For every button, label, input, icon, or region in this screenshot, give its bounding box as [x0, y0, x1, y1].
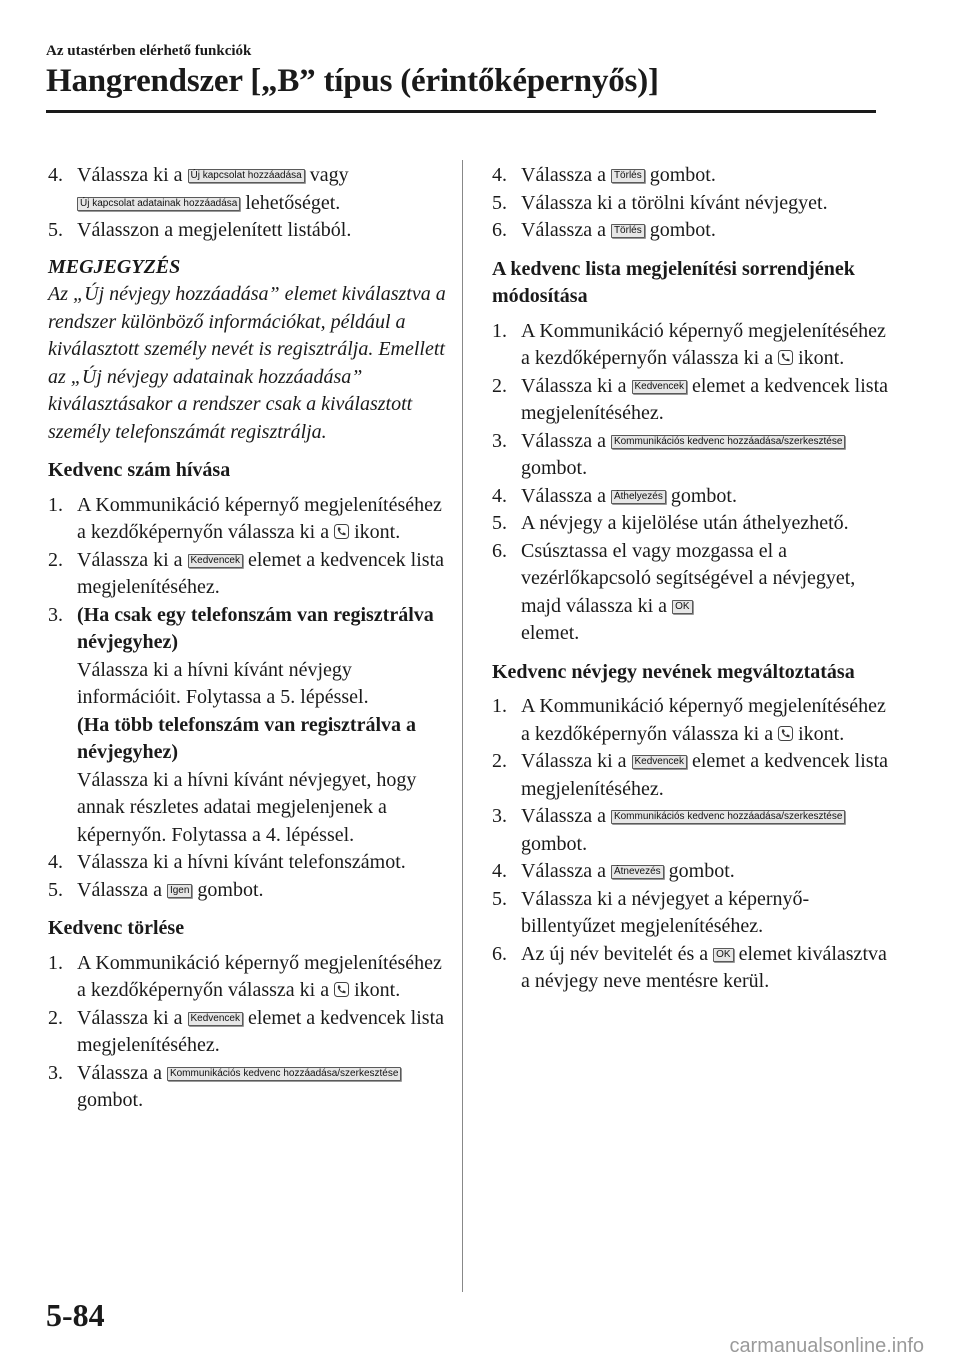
- step-number: 6.: [492, 539, 507, 562]
- step: [492, 162, 892, 190]
- step-text: Válassza a: [521, 429, 606, 452]
- step: [492, 483, 892, 511]
- step-number: 1.: [48, 951, 63, 974]
- step: [492, 510, 892, 538]
- column-divider: [462, 160, 463, 1292]
- step-text: gombot.: [670, 484, 737, 507]
- step-text: Válassza ki a: [77, 1006, 183, 1029]
- step: [492, 318, 892, 373]
- step-number: 1.: [48, 493, 63, 516]
- step-number: 3.: [48, 1061, 63, 1084]
- step-number: 5.: [492, 887, 507, 910]
- step-number: 2.: [492, 374, 507, 397]
- step-text: elemet a kedvencek lista megjelenítéséhez.: [521, 750, 889, 800]
- step: [48, 217, 448, 245]
- step: [48, 950, 448, 1005]
- step-text: gombot.: [521, 457, 588, 479]
- yes-button: Igen: [167, 884, 192, 898]
- step-text: A névjegy a kijelölése után áthelyezhető.: [521, 512, 849, 534]
- comm-fav-edit-button: Kommunikációs kedvenc hozzáadása/szerkesztése: [167, 1067, 401, 1081]
- step-text: ikont.: [798, 722, 845, 745]
- heading-order-change: A kedvenc lista megjelenítési sorrendjének módosítása: [492, 257, 855, 307]
- step: [492, 538, 892, 648]
- ok-button: OK: [713, 948, 733, 962]
- new-contact-data-button: Új kapcsolat adatainak hozzáadása: [77, 197, 240, 211]
- rename-button: Átnevezés: [611, 865, 664, 879]
- step-number: 5.: [48, 878, 63, 901]
- step-text: Válassza ki a névjegyet a képernyő-billentyűzet megjelenítéséhez.: [521, 887, 810, 937]
- step-text: Válassza ki a: [521, 750, 627, 772]
- step: [492, 748, 892, 803]
- step-text: Válassza ki a törölni kívánt névjegyet.: [521, 191, 828, 214]
- step-text: gombot.: [668, 860, 735, 882]
- step-number: 5.: [492, 512, 507, 534]
- note-text: Az „Új névjegy hozzáadása” elemet kiválasztva a rendszer különböző információkat, például a kiválasztott személy nevét is regisztrálja. Emellett az „Új névjegy adatainak hozzáadása” kiválasztásakor a rendszer csak a kiválasztott személy telefonszámát regisztrálja.: [48, 283, 446, 443]
- delete-button: Törlés: [611, 169, 645, 183]
- step: [48, 162, 448, 217]
- ok-button: OK: [672, 600, 692, 614]
- step-text: ikont.: [354, 979, 401, 1001]
- heading-favourite-delete: Kedvenc törlése: [48, 917, 185, 939]
- favourites-button: Kedvencek: [632, 380, 687, 394]
- step-text: gombot.: [521, 832, 588, 855]
- step-number: 4.: [492, 164, 507, 186]
- step-text: A Kommunikáció képernyő megjelenítéséhez a kezdőképernyőn válassza ki a: [521, 319, 886, 369]
- step: [492, 190, 892, 218]
- step-text: gombot.: [649, 219, 716, 241]
- step: [492, 886, 892, 941]
- phone-icon: [778, 350, 793, 365]
- step-text: elemet a kedvencek lista megjelenítéséhez.: [521, 374, 889, 424]
- step-text: Válassza ki a: [77, 548, 183, 571]
- step-number: 2.: [492, 750, 507, 772]
- step-text: Válassza a: [521, 219, 606, 241]
- step-text: elemet.: [521, 622, 580, 644]
- step-text: elemet a kedvencek lista megjelenítéséhez.: [77, 548, 445, 598]
- step-text: elemet kiválasztva a névjegy neve mentésre kerül.: [521, 942, 887, 992]
- step: [492, 428, 892, 483]
- step-text: Válassza a: [77, 1061, 162, 1084]
- step-text: Válasszon a megjelenített listából.: [77, 219, 352, 241]
- step-text: Válassza a: [521, 164, 606, 186]
- step-number: 5.: [492, 191, 507, 214]
- step-number: 3.: [492, 429, 507, 452]
- step-number: 6.: [492, 219, 507, 241]
- delete-button: Törlés: [611, 224, 645, 238]
- step-number: 1.: [492, 695, 507, 717]
- step-number: 4.: [48, 164, 63, 186]
- step-number: 5.: [48, 219, 63, 241]
- step-text: Válassza a: [521, 805, 606, 827]
- step-text: gombot.: [77, 1089, 144, 1111]
- step-text: A Kommunikáció képernyő megjelenítéséhez a kezdőképernyőn válassza ki a: [77, 493, 442, 543]
- condition-text: (Ha több telefonszám van regisztrálva a névjegyhez): [77, 713, 417, 763]
- step-number: 2.: [48, 1006, 63, 1029]
- step-number: 2.: [48, 548, 63, 571]
- step-number: 4.: [492, 484, 507, 507]
- watermark: carmanualsonline.info: [729, 1335, 924, 1357]
- step-number: 1.: [492, 319, 507, 342]
- title-rule: [46, 110, 876, 113]
- step-text: Válassza a: [521, 484, 606, 507]
- step: [48, 492, 448, 547]
- right-column: [492, 162, 892, 996]
- step-text: gombot.: [649, 164, 716, 186]
- step: [492, 858, 892, 886]
- note-title: MEGJEGYZÉS: [48, 255, 181, 278]
- step-text: Csúsztassa el vagy mozgassa el a vezérlőkapcsoló segítségével a névjegyet, majd válassza ki a: [521, 539, 856, 617]
- comm-fav-edit-button: Kommunikációs kedvenc hozzáadása/szerkesztése: [611, 435, 845, 449]
- new-contact-button: Új kapcsolat hozzáadása: [188, 169, 305, 183]
- left-column: [48, 162, 448, 1115]
- step-text: Az új név bevitelét és a: [521, 942, 709, 965]
- favourites-button: Kedvencek: [632, 755, 687, 769]
- step: [48, 602, 448, 850]
- phone-icon: [334, 982, 349, 997]
- step: [492, 941, 892, 996]
- move-button: Áthelyezés: [611, 490, 666, 504]
- step-number: 3.: [492, 805, 507, 827]
- step-text: elemet a kedvencek lista megjelenítéséhez.: [77, 1006, 445, 1056]
- step: [492, 373, 892, 428]
- phone-icon: [778, 726, 793, 741]
- step: [48, 877, 448, 905]
- condition-text: (Ha csak egy telefonszám van regisztrálva névjegyhez): [77, 603, 434, 653]
- step-text: A Kommunikáció képernyő megjelenítéséhez a kezdőképernyőn válassza ki a: [521, 695, 886, 745]
- comm-fav-edit-button: Kommunikációs kedvenc hozzáadása/szerkesztése: [611, 810, 845, 824]
- step: [48, 1060, 448, 1115]
- step-text: vagy: [309, 164, 349, 186]
- step: [492, 693, 892, 748]
- step-text: ikont.: [354, 521, 401, 543]
- page-title: Hangrendszer [„B” típus (érintőképernyős)]: [46, 63, 659, 99]
- favourites-button: Kedvencek: [188, 1012, 243, 1026]
- step-text: A Kommunikáció képernyő megjelenítéséhez a kezdőképernyőn válassza ki a: [77, 951, 442, 1001]
- step-text: Válassza ki a hívni kívánt névjegy információit. Folytassa a 5. lépéssel.: [77, 658, 369, 708]
- step-text: Válassza ki a: [521, 374, 627, 397]
- step-number: 6.: [492, 942, 507, 965]
- step: [48, 849, 448, 877]
- step: [492, 217, 892, 245]
- step-text: Válassza ki a hívni kívánt névjegyet, hogy annak részletes adatai megjelenjenek a képernyőn. Folytassa a 4. lépéssel.: [77, 768, 417, 846]
- step-number: 3.: [48, 603, 63, 626]
- step-text: Válassza ki a hívni kívánt telefonszámot.: [77, 851, 406, 873]
- step: [48, 547, 448, 602]
- step-text: Válassza a: [521, 860, 606, 882]
- heading-rename: Kedvenc névjegy nevének megváltoztatása: [492, 660, 855, 683]
- step-number: 4.: [48, 851, 63, 873]
- heading-favourite-call: Kedvenc szám hívása: [48, 459, 231, 481]
- favourites-button: Kedvencek: [188, 554, 243, 568]
- page-number: 5-84: [46, 1297, 105, 1333]
- step-text: Válassza ki a: [77, 164, 183, 186]
- step-text: lehetőséget.: [245, 191, 341, 214]
- step-number: 4.: [492, 860, 507, 882]
- step: [492, 803, 892, 858]
- step-text: ikont.: [798, 347, 845, 369]
- step-text: Válassza a: [77, 878, 162, 901]
- step: [48, 1005, 448, 1060]
- phone-icon: [334, 524, 349, 539]
- step-text: gombot.: [197, 878, 264, 901]
- section-label: Az utastérben elérhető funkciók: [46, 43, 252, 59]
